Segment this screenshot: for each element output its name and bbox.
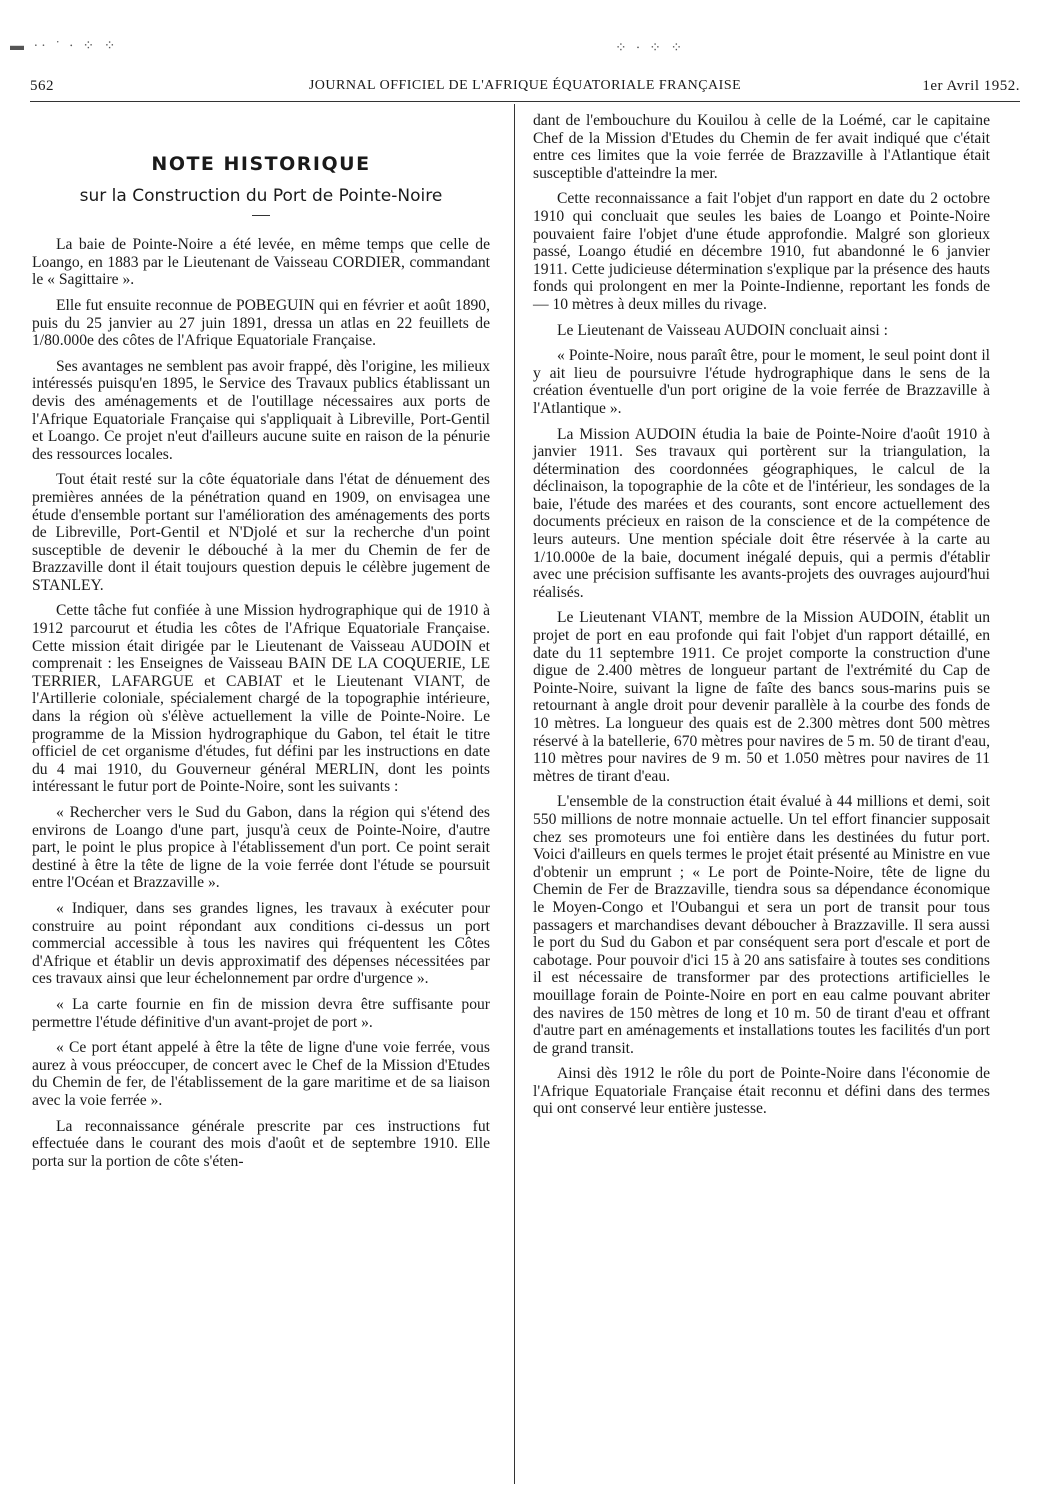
paragraph: Le Lieutenant de Vaisseau AUDOIN concluait ainsi :	[557, 321, 888, 339]
column-divider	[514, 104, 515, 1484]
paragraph: Le Lieutenant VIANT, membre de la Mission AUDOIN, établit un projet de port en eau profonde qui fait l'objet d'un rapport détaillé, en date du 11 septembre 1911. Ce projet comporte la construction d'une digue de 2.400 mètres de longueur partant de l'extrémité du Cap de Pointe-Noire, suivant la ligne de faîte des bancs sous-marins puis se retournant à angle droit pour devenir parallèle à la courbe des fonds de 10 mètres. La longueur des quais est de 2.300 mètres dont 500 mètres réservé à la batellerie, 670 mètres pour navires de 5 m. 50 de tirant d'eau, 110 mètres pour navires de 9 m. 50 et 1.050 mètres pour navires de 11 mètres de tirant d'eau.	[533, 609, 990, 785]
paragraph: Ses avantages ne semblent pas avoir frappé, dès l'origine, les milieux intéressés puisqu'en 1895, le Service des Travaux publics établissant un devis des aménagements et de l'outillage nécessaires aux ports de l'Afrique Equatoriale Française qui s'appliquait à Libreville, Port-Gentil et Loango. Ce projet n'eut d'ailleurs aucune suite en raison de la pénurie des ressources locales.	[32, 357, 490, 463]
quote-paragraph: « Ce port étant appelé à être la tête de ligne d'une voie ferrée, vous aurez à vous préoccuper, de concert avec le Chef de la Mission d'Etudes du Chemin de fer, de l'établissement de la gare maritime et de sa liaison avec la voie ferrée ».	[32, 1039, 490, 1109]
paragraph: Elle fut ensuite reconnue de POBEGUIN qui en février et août 1890, puis du 25 janvier au 27 juin 1891, dressa un atlas en 22 feuillets de 1/80.000e des côtes de l'Afrique Equatoriale Française.	[32, 296, 490, 350]
quote-paragraph: « Rechercher vers le Sud du Gabon, dans la région qui s'étend des environs de Loango d'une part, jusqu'à ceux de Pointe-Noire, d'autre part, le point le plus propice à l'établissement d'un port. Ce point serait destiné à être la tête de ligne de la voie ferrée dont l'étude se poursuit entre l'Océan et Brazzaville ».	[32, 804, 490, 892]
paragraph: Tout était resté sur la côte équatoriale dans l'état de dénuement des premières années de la pénétration quand en 1909, on envisagea une étude d'ensemble portant sur l'amélioration des aménagements des ports de Libreville, Port-Gentil et N'Djolé et sur la recherche d'un point susceptible de devenir le débouché à la mer du Chemin de fer de Brazzaville dont il était toujours question depuis le célèbre jugement de STANLEY.	[32, 471, 490, 594]
header-rule	[30, 101, 1020, 102]
page-number: 562	[30, 78, 54, 94]
quote-paragraph: « Indiquer, dans ses grandes lignes, les travaux à exécuter pour construire au point répondant aux conditions ci-dessus un port commercial accessible à tous les navires qui fréquentent les Côtes d'Afrique et établir un devis approximatif des dépenses nécessitées par ces travaux ainsi que leur échelonnement par ordre d'urgence ».	[32, 899, 490, 988]
left-column	[32, 108, 490, 1178]
continued-paragraph: dant de l'embouchure du Kouilou à celle de la Loémé, car le capitaine Chef de la Mission d'Etudes du Chemin de fer avait indiqué que c'était entre ces limites que la voie ferrée de Brazzaville à l'Atlantique était susceptible d'atteindre la mer.	[533, 112, 990, 182]
paragraph: La Mission AUDOIN étudia la baie de Pointe-Noire d'août 1910 à janvier 1911. Ses travaux qui portèrent sur la triangulation, la détermination des coordonnées géographiques, le calcul de la déclinaison, la topographie de la côte et de l'intérieur, les sondages de la baie, l'étude des marées et des courants, sont encore actuellement des documents précieux en raison de la conscience et de la compétence de leurs auteurs. Une mention spéciale doit être réservée à la carte au 1/10.000e de la baie, document inégalé depuis, qui a permis d'établir avec une précision suffisante les avants-projets des ouvrages aujourd'hui réalisés.	[533, 425, 990, 601]
article-heading	[32, 153, 490, 216]
article-title: NOTE HISTORIQUE	[151, 153, 371, 175]
article-subtitle: sur la Construction du Port de Pointe-Noire	[79, 185, 443, 206]
title-rule	[252, 215, 270, 216]
scan-smudge-left: ▬ ·· ˙ ∙ ⁘ ⁘	[10, 39, 119, 54]
issue-date: 1er Avril 1952.	[922, 78, 1020, 94]
journal-title: JOURNAL OFFICIEL DE L'AFRIQUE ÉQUATORIALE FRANÇAISE	[308, 78, 742, 93]
paragraph: L'ensemble de la construction était évalué à 44 millions et demi, soit 550 millions de notre monnaie actuelle. Un tel effort financier supposait chez ses promoteurs une foi entière dans les destinées du futur port. Voici d'ailleurs en quels termes le projet était présenté au Ministre en vue d'obtenir un emprunt ; « Le port de Pointe-Noire, tête de ligne du Chemin de Fer de Brazzaville, tiendra sous sa dépendance économique le Moyen-Congo et l'Oubangui et sera un port de transit pour tous passagers et marchandises devant déboucher à Brazzaville. Il sera aussi le port du Sud du Gabon et par conséquent sera port d'escale et port de cabotage. Pour pouvoir d'ici 15 à 20 ans satisfaire à toutes ses conditions il est nécessaire de transformer par des protections artificielles le mouillage forain de Pointe-Noire en port en eau calme pouvant abriter des navires de 150 mètres de long et 10 m. 50 de tirant d'eau et offrant d'autre part en aménagements et installations toutes les facilités d'un port de grand transit.	[533, 793, 990, 1057]
paragraph: Cette reconnaissance a fait l'objet d'un rapport en date du 2 octobre 1910 qui concluait que seules les baies de Loango et Pointe-Noire pouvaient faire l'objet d'une étude approfondie. Malgré son glorieux passé, Loango étudié en décembre 1910, fut abandonné le 6 janvier 1911. Cette judicieuse détermination s'explique par la présence des hauts fonds qui prolongent en mer la Pointe-Indienne, reportant les fonds de — 10 mètres à deux milles du rivage.	[533, 190, 990, 313]
paragraph: Cette tâche fut confiée à une Mission hydrographique qui de 1910 à 1912 parcourut et étudia les côtes de l'Afrique Equatoriale Française. Cette mission était dirigée par le Lieutenant de Vaisseau AUDOIN et comprenait : les Enseignes de Vaisseau BAIN DE LA COQUERIE, LE TERRIER, LAFARGUE et CABIAT et le Lieutenant VIANT, de l'Artillerie coloniale, spécialement chargé de la topographie intérieure, dans la région où s'élève actuellement la ville de Pointe-Noire. Le programme de la Mission hydrographique du Gabon, tel était le titre officiel de cet organisme d'études, fut défini par les instructions en date du 4 mai 1910, du Gouverneur général MERLIN, dont les points intéressant le futur port de Pointe-Noire, sont les suivants :	[32, 602, 490, 796]
scan-smudge-right: ⁘ ∙ ⁘ ⁘	[615, 41, 686, 56]
quote-paragraph: « La carte fournie en fin de mission devra être suffisante pour permettre l'étude définitive d'un avant-projet de port ».	[32, 995, 490, 1031]
paragraph: La reconnaissance générale prescrite par ces instructions fut effectuée dans le courant des mois d'août et de septembre 1910. Elle porta sur la portion de côte s'éten-	[32, 1117, 490, 1170]
right-column	[533, 112, 990, 1126]
paragraph: Ainsi dès 1912 le rôle du port de Pointe-Noire dans l'économie de l'Afrique Equatoriale Française était reconnu et défini dans des termes qui ont conservé leur entière justesse.	[533, 1065, 990, 1118]
page-header	[30, 78, 1020, 100]
quote-paragraph: « Pointe-Noire, nous paraît être, pour le moment, le seul point dont il y ait lieu de poursuivre l'étude hydrographique dans le sens de la création éventuelle d'un port origine de la voie ferrée de Brazzaville à l'Atlantique ».	[533, 347, 990, 417]
paragraph: La baie de Pointe-Noire a été levée, en même temps que celle de Loango, en 1883 par le Lieutenant de Vaisseau CORDIER, commandant le « Sagittaire ».	[32, 236, 490, 289]
